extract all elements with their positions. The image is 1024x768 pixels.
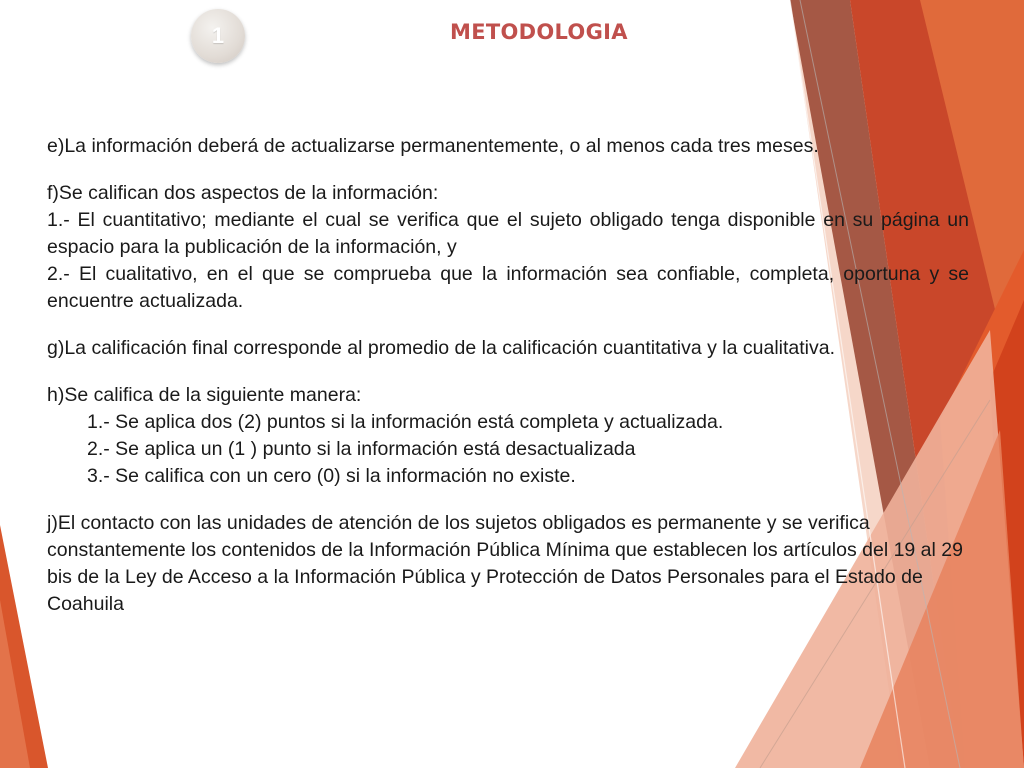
item-e: e)La información deberá de actualizarse permanentemente, o al menos cada tres meses. — [47, 135, 819, 157]
page-title: METODOLOGIA — [450, 20, 628, 44]
item-f-heading: f)Se califican dos aspectos de la información: — [47, 182, 439, 204]
item-g: g)La calificación final corresponde al promedio de la calificación cuantitativa y la cualitativa. — [47, 337, 836, 359]
item-h-rule-2: 2.- Se aplica un (1 ) punto si la información está desactualizada — [87, 438, 636, 460]
item-h-heading: h)Se califica de la siguiente manera: — [47, 384, 362, 406]
slide-number-badge: 1 — [191, 9, 245, 63]
item-h-rule-3: 3.- Se califica con un cero (0) si la información no existe. — [87, 465, 576, 487]
slide-content — [47, 133, 969, 618]
item-j: j)El contacto con las unidades de atención de los sujetos obligados es permanente y se verifica constantemente los contenidos de la Información Pública Mínima que establecen los artículos del 19 al 29 bis de la Ley de Acceso a la Información Pública y Protección de Datos Personales para el Estado de Coahuila — [47, 512, 963, 615]
item-h-rule-1: 1.- Se aplica dos (2) puntos si la información está completa y actualizada. — [87, 411, 724, 433]
item-f-qualitative: 2.- El cualitativo, en el que se comprueba que la información sea confiable, completa, oportuna y se encuentre actualizada. — [47, 263, 969, 312]
item-f-quantitative: 1.- El cuantitativo; mediante el cual se verifica que el sujeto obligado tenga disponible en su página un espacio para la publicación de la información, y — [47, 209, 969, 258]
